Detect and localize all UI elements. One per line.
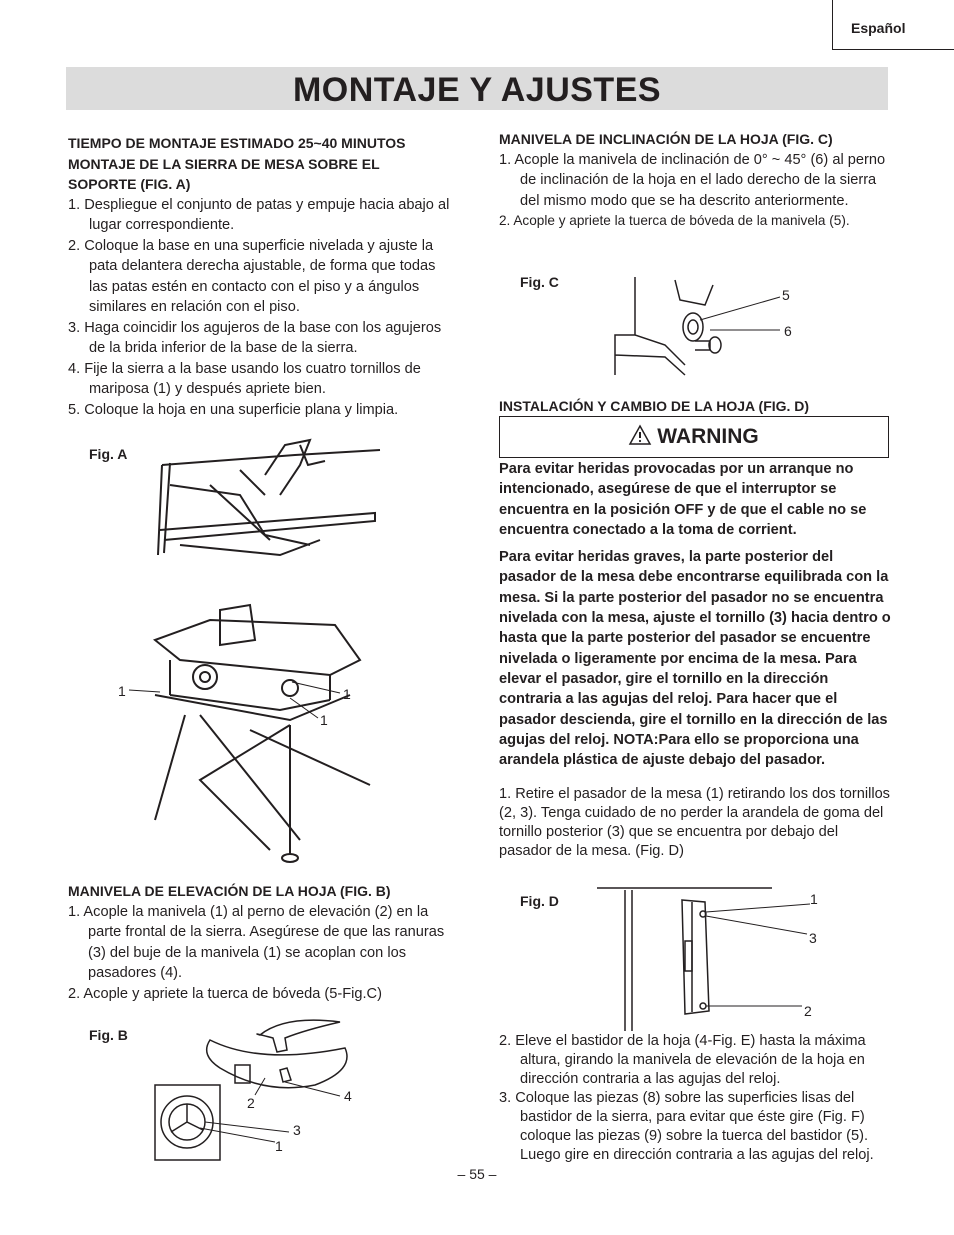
warning-label: WARNING xyxy=(657,425,759,448)
section-b-heading: MANIVELA DE ELEVACIÓN DE LA HOJA (FIG. B) xyxy=(68,883,391,899)
step-a-2: 2. Coloque la base en una superficie nivelada y ajuste la pata delantera derecha ajustable, de forma que todas las patas estén en contacto con el piso y a ángulos similares en relación con el piso. xyxy=(68,237,436,315)
step-a-3: 3. Haga coincidir los agujeros de la base con los agujeros de la brida inferior de la base de la sierra. xyxy=(68,319,442,356)
section-c-steps xyxy=(499,150,891,232)
fig-a-callout-1-lower: 1 xyxy=(320,712,328,728)
page-number: – 55 – xyxy=(457,1166,497,1182)
page-title: MONTAJE Y AJUSTES xyxy=(292,71,662,109)
fig-c-callout-6: 6 xyxy=(784,323,792,339)
warning-text xyxy=(499,459,891,861)
fig-d-label: Fig. D xyxy=(520,893,559,909)
step-c-2: 2. Acople y apriete la tuerca de bóveda de la manivela (5). xyxy=(499,213,850,228)
warning-triangle-icon xyxy=(629,425,651,445)
warning-paragraph-1: Para evitar heridas provocadas por un arranque no intencionado, asegúrese de que el interruptor se encuentra en la posición OFF y de que el cable no se encuentra conectado a la toma de corrient. xyxy=(499,461,867,538)
section-a-heading-1: TIEMPO DE MONTAJE ESTIMADO 25~40 MINUTOS xyxy=(68,135,406,151)
step-d-2: 2. Eleve el bastidor de la hoja (4-Fig. E) hasta la máxima altura, girando la manivela de elevación de la hoja en dirección contraria a las agujas del reloj. xyxy=(499,1033,866,1087)
fig-c-label: Fig. C xyxy=(520,274,559,290)
section-d-heading: INSTALACIÓN Y CAMBIO DE LA HOJA (FIG. D) xyxy=(499,398,810,414)
step-a-4: 4. Fije la sierra a la base usando los cuatro tornillos de mariposa (1) y después apriete bien. xyxy=(68,360,421,397)
fig-a-callout-1-left: 1 xyxy=(118,683,126,699)
fig-b-callout-4: 4 xyxy=(344,1088,352,1104)
section-b-steps xyxy=(68,902,453,1005)
fig-b-callout-2: 2 xyxy=(247,1095,255,1111)
fig-b-handle-illustration xyxy=(155,1010,355,1160)
section-c xyxy=(499,129,891,232)
language-label: Español xyxy=(851,20,906,36)
fig-c-callout-5: 5 xyxy=(782,287,790,303)
section-d-list xyxy=(499,1032,891,1165)
section-b xyxy=(68,881,453,1004)
fig-d-callout-3: 3 xyxy=(809,930,817,946)
fig-d-callout-1: 1 xyxy=(810,891,818,907)
section-a-heading-2: MONTAJE DE LA SIERRA DE MESA SOBRE EL xyxy=(68,155,380,172)
section-c-heading: MANIVELA DE INCLINACIÓN DE LA HOJA (FIG. C) xyxy=(499,131,833,147)
fig-b-callout-1: 1 xyxy=(275,1138,283,1154)
warning-paragraph-2: Para evitar heridas graves, la parte posterior del pasador de la mesa debe encontrarse equilibrada con la mesa. Si la parte posterior del pasador no se encuentra nivelada con la mesa, ajuste el tornillo (3) hacia dentro o hasta que la parte posterior del pasador se encuentre nivelada o ligeramente por encima de la mesa. Para elevar el pasador, gire el tornillo en la dirección contraria a las agujas del reloj. Para hacer que el pasador descienda, gire el tornillo en la dirección de las agujas del reloj. NOTA:Para ello se proporciona una arandela plástica de ajuste debajo del pasador. xyxy=(499,549,891,769)
step-a-1: 1. Despliegue el conjunto de patas y empuje hacia abajo al lugar correspondiente. xyxy=(68,196,450,233)
step-b-1: 1. Acople la manivela (1) al perno de elevación (2) en la parte frontal de la sierra. Asegúrese de que las ranuras (3) del buje de la manivela (1) se acoplan con los pasadores (4). xyxy=(68,903,445,981)
section-a-heading-3: SOPORTE (FIG. A) xyxy=(68,176,191,192)
fig-a-callout-1-right: 1 xyxy=(343,686,351,702)
fig-c-tilt-handle-illustration xyxy=(605,275,725,380)
fig-d-callout-2: 2 xyxy=(804,1003,812,1019)
step-c-1: 1. Acople la manivela de inclinación de 0° ~ 45° (6) al perno de inclinación de la hoja en el lado derecho de la sierra del mismo modo que se ha descrito anteriormente. xyxy=(499,151,886,209)
fig-a-label: Fig. A xyxy=(89,446,128,462)
step-b-2: 2. Acople y apriete la tuerca de bóveda (5-Fig.C) xyxy=(68,985,382,1002)
fig-d-riving-knife-illustration xyxy=(597,886,827,1031)
step-d-3: 3. Coloque las piezas (8) sobre las superficies lisas del bastidor de la sierra, para evitar que éste gire (Fig. F) coloque las piezas (9) sobre la tuerca del bastidor (5). Luego gire en dirección contraria a las agujas del reloj. xyxy=(499,1090,874,1163)
section-d-steps xyxy=(499,1032,891,1165)
step-a-5: 5. Coloque la hoja en una superficie plana y limpia. xyxy=(68,401,399,418)
fig-b-callout-3: 3 xyxy=(293,1122,301,1138)
step-d-1: 1. Retire el pasador de la mesa (1) retirando los dos tornillos (2, 3). Tenga cuidado de no perder la arandela de goma del tornillo posterior (3) que se encuentra por debajo del pasador de la mesa. (Fig. D) xyxy=(499,786,890,860)
fig-b-label: Fig. B xyxy=(89,1027,128,1043)
warning-box xyxy=(499,416,889,458)
